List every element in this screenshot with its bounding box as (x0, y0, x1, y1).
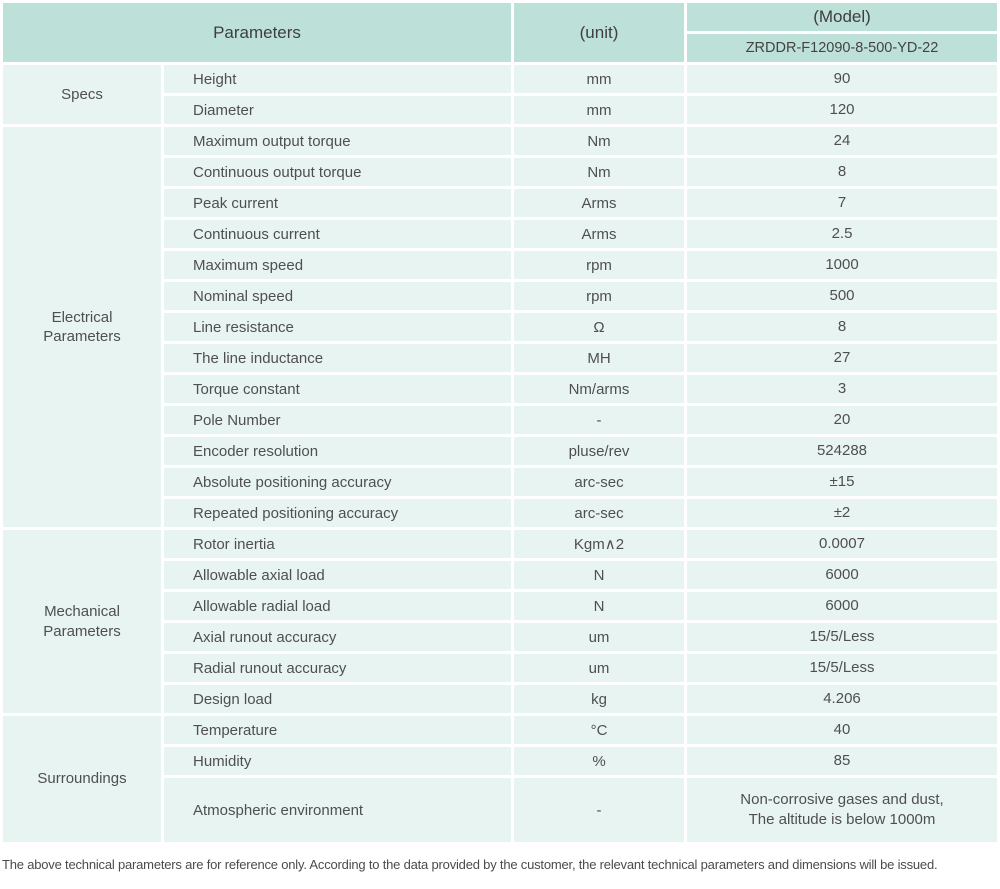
parameter-cell: Axial runout accuracy (164, 623, 511, 651)
parameter-cell: Line resistance (164, 313, 511, 341)
value-cell: 15/5/Less (687, 623, 997, 651)
value-cell: 90 (687, 65, 997, 93)
value-cell: ±2 (687, 499, 997, 527)
value-line-1: Non-corrosive gases and dust, (740, 790, 944, 808)
parameter-cell: Atmospheric environment (164, 778, 511, 842)
unit-cell: % (514, 747, 684, 775)
unit-cell: MH (514, 344, 684, 372)
parameter-cell: Maximum output torque (164, 127, 511, 155)
unit-cell: mm (514, 96, 684, 124)
value-cell: 7 (687, 189, 997, 217)
header-row-top (3, 3, 997, 31)
unit-cell: Ω (514, 313, 684, 341)
parameter-cell: Temperature (164, 716, 511, 744)
value-cell: ±15 (687, 468, 997, 496)
value-cell (687, 778, 997, 842)
table-row (3, 65, 997, 93)
value-cell: 15/5/Less (687, 654, 997, 682)
value-cell: 8 (687, 158, 997, 186)
unit-cell: - (514, 778, 684, 842)
parameter-cell: Torque constant (164, 375, 511, 403)
model-header: (Model) (687, 3, 997, 31)
value-cell: 524288 (687, 437, 997, 465)
parameter-cell: Rotor inertia (164, 530, 511, 558)
parameter-cell: Repeated positioning accuracy (164, 499, 511, 527)
parameter-cell: Humidity (164, 747, 511, 775)
parameter-cell: Pole Number (164, 406, 511, 434)
spec-table-body (3, 65, 997, 842)
unit-cell: Nm (514, 127, 684, 155)
parameter-cell: Continuous output torque (164, 158, 511, 186)
value-cell: 40 (687, 716, 997, 744)
value-cell: 1000 (687, 251, 997, 279)
parameter-cell: Continuous current (164, 220, 511, 248)
footer-note: The above technical parameters are for reference only. According to the data provided by the customer, the relevant technical parameters and dimensions will be issued. (2, 857, 938, 872)
unit-cell: mm (514, 65, 684, 93)
parameter-cell: Maximum speed (164, 251, 511, 279)
parameter-cell: Encoder resolution (164, 437, 511, 465)
unit-cell: um (514, 623, 684, 651)
unit-cell: rpm (514, 251, 684, 279)
unit-cell: Arms (514, 189, 684, 217)
unit-cell: °C (514, 716, 684, 744)
unit-cell: Kgm∧2 (514, 530, 684, 558)
value-cell: 85 (687, 747, 997, 775)
parameter-cell: Height (164, 65, 511, 93)
section-cell: Mechanical Parameters (3, 530, 161, 713)
unit-cell: arc-sec (514, 499, 684, 527)
parameter-cell: Allowable radial load (164, 592, 511, 620)
unit-cell: Nm (514, 158, 684, 186)
value-cell: 27 (687, 344, 997, 372)
parameter-cell: The line inductance (164, 344, 511, 372)
table-row (3, 716, 997, 744)
parameter-cell: Allowable axial load (164, 561, 511, 589)
parameter-cell: Nominal speed (164, 282, 511, 310)
value-cell: 2.5 (687, 220, 997, 248)
model-number: ZRDDR-F12090-8-500-YD-22 (687, 34, 997, 62)
unit-cell: kg (514, 685, 684, 713)
section-cell: Specs (3, 65, 161, 124)
parameter-cell: Radial runout accuracy (164, 654, 511, 682)
value-cell: 500 (687, 282, 997, 310)
unit-cell: rpm (514, 282, 684, 310)
value-cell: 3 (687, 375, 997, 403)
section-cell: Electrical Parameters (3, 127, 161, 527)
unit-cell: arc-sec (514, 468, 684, 496)
unit-cell: N (514, 561, 684, 589)
table-row (3, 127, 997, 155)
value-cell: 0.0007 (687, 530, 997, 558)
unit-cell: Nm/arms (514, 375, 684, 403)
unit-header: (unit) (514, 3, 684, 62)
parameter-cell: Diameter (164, 96, 511, 124)
parameter-cell: Peak current (164, 189, 511, 217)
parameter-cell: Design load (164, 685, 511, 713)
unit-cell: Arms (514, 220, 684, 248)
value-cell: 20 (687, 406, 997, 434)
parameter-cell: Absolute positioning accuracy (164, 468, 511, 496)
unit-cell: pluse/rev (514, 437, 684, 465)
value-line-2: The altitude is below 1000m (748, 811, 936, 828)
unit-cell: um (514, 654, 684, 682)
value-cell: 8 (687, 313, 997, 341)
unit-cell: - (514, 406, 684, 434)
value-cell: 6000 (687, 592, 997, 620)
unit-cell: N (514, 592, 684, 620)
value-cell: 120 (687, 96, 997, 124)
parameters-header: Parameters (3, 3, 511, 62)
value-cell: 6000 (687, 561, 997, 589)
value-cell: 4.206 (687, 685, 997, 713)
spec-table-header (3, 3, 997, 62)
value-cell: 24 (687, 127, 997, 155)
table-row (3, 530, 997, 558)
section-cell: Surroundings (3, 716, 161, 842)
